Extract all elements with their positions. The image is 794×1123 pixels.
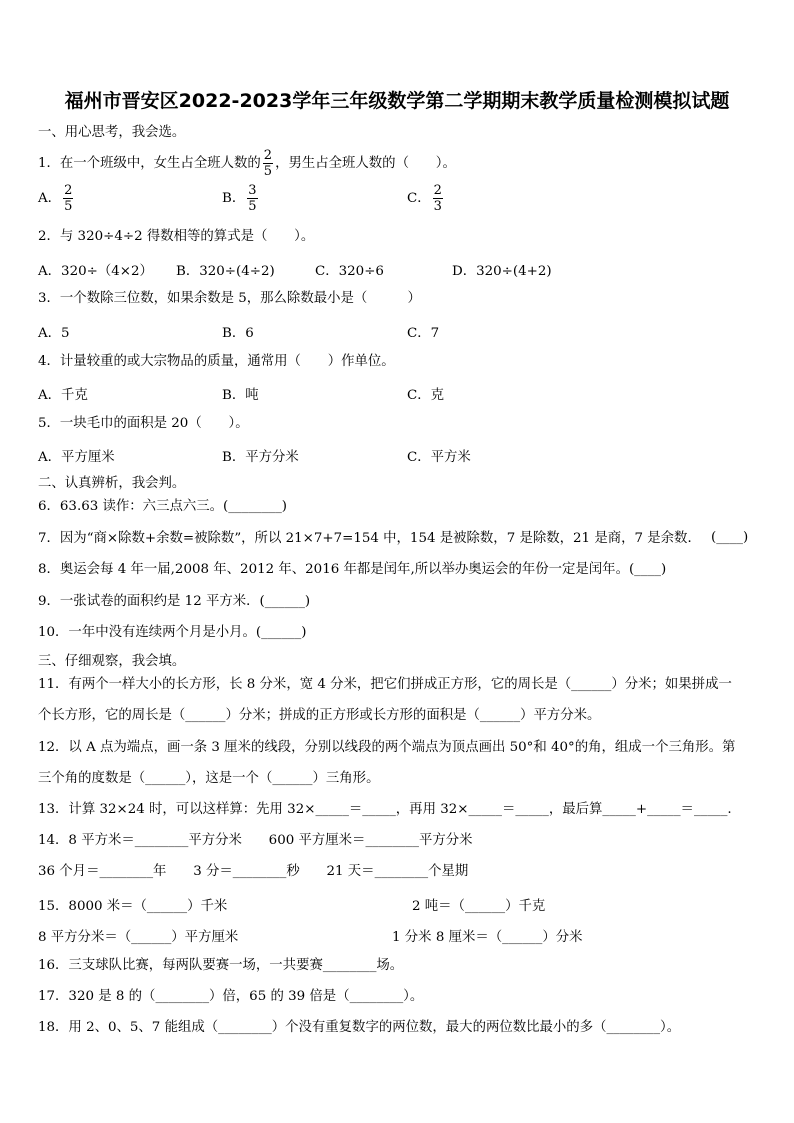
- question-1-option-c: [407, 183, 445, 214]
- option-fraction: [433, 183, 443, 214]
- page-title: 福州市晋安区2022-2023学年三年级数学第二学期期末教学质量检测模拟试题: [64, 90, 730, 112]
- question-17: 17．320 是 8 的（________）倍，65 的 39 倍是（________）。: [38, 989, 424, 1004]
- fraction-denominator: 3: [433, 199, 442, 214]
- question-11-line-1: 11．有两个一样大小的长方形，长 8 分米，宽 4 分米，把它们拼成正方形，它的周长是（______）分米；如果拼成一: [38, 677, 732, 692]
- question-2-option-c: C．320÷6: [315, 264, 384, 279]
- option-label: A．: [38, 191, 62, 206]
- question-1-option-b: [222, 183, 260, 214]
- question-11-line-2: 个长方形，它的周长是（______）分米；拼成的正方形或长方形的面积是（______）平方分米。: [38, 708, 601, 723]
- question-2-option-a: A．320÷（4×2）: [38, 264, 153, 279]
- question-12-line-2: 三个角的度数是（______），这是一个（______）三角形。: [38, 771, 380, 786]
- section-heading-judge: 二、认真辨析，我会判。: [38, 476, 186, 491]
- question-13: 13．计算 32×24 时，可以这样算：先用 32×_____＝_____，再用 32×_____＝_____，最后算_____+_____＝_____.: [38, 802, 732, 817]
- question-10: 10．一年中没有连续两个月是小月。(______): [38, 625, 307, 640]
- option-fraction: [247, 183, 257, 214]
- question-15-part-a: 15．8000 米＝（______）千米: [38, 899, 228, 914]
- question-15-part-d: 1 分米 8 厘米＝（______）分米: [392, 930, 583, 945]
- question-4: 4．计量较重的或大宗物品的质量，通常用（ ）作单位。: [38, 354, 395, 369]
- option-label: B．: [222, 191, 246, 206]
- fraction-denominator: 5: [263, 164, 273, 179]
- fraction-numerator: 2: [433, 183, 442, 198]
- question-5-option-c: C．平方米: [407, 450, 471, 465]
- question-4-option-a: A．千克: [38, 388, 88, 403]
- question-3: 3．一个数除三位数，如果余数是 5，那么除数最小是（ ）: [38, 291, 421, 306]
- question-5-option-a: A．平方厘米: [38, 450, 115, 465]
- question-1: [38, 148, 456, 179]
- question-15-part-c: 8 平方分米＝（______）平方厘米: [38, 930, 239, 945]
- question-3-option-b: B．6: [222, 326, 254, 341]
- question-1-fraction: [263, 148, 273, 179]
- option-label: C．: [407, 191, 431, 206]
- question-1-option-a: [38, 183, 75, 214]
- question-4-option-b: B．吨: [222, 388, 259, 403]
- fraction-numerator: 3: [248, 183, 257, 198]
- section-heading-fill: 三、仔细观察，我会填。: [38, 654, 186, 669]
- question-8: 8．奥运会每 4 年一届,2008 年、2012 年、2016 年都是闰年,所以举办奥运会的年份一定是闰年。(____): [38, 562, 667, 577]
- option-fraction: [63, 183, 73, 214]
- question-16: 16．三支球队比赛，每两队要赛一场，一共要赛________场。: [38, 958, 404, 973]
- fraction-denominator: 5: [64, 199, 73, 214]
- question-1-text-a: 1．在一个班级中，女生占全班人数的: [38, 156, 261, 171]
- question-14-line-1: 14．8 平方米＝________平方分米 600 平方厘米＝________平方分米: [38, 833, 473, 848]
- question-7-text: 7．因为“商×除数+余数=被除数”，所以 21×7+7=154 中，154 是被除数，7 是除数，21 是商，7 是余数．: [38, 531, 701, 546]
- question-3-option-a: A．5: [38, 326, 70, 341]
- section-heading-choice: 一、用心思考，我会选。: [38, 125, 186, 140]
- question-9: 9．一张试卷的面积约是 12 平方米．(______): [38, 594, 311, 609]
- question-12-line-1: 12．以 A 点为端点，画一条 3 厘米的线段，分别以线段的两个端点为顶点画出 50°和 40°的角，组成一个三角形。第: [38, 740, 736, 755]
- fraction-denominator: 5: [248, 199, 257, 214]
- question-6: 6．63.63 读作：六三点六三。(________): [38, 499, 288, 514]
- question-7: [38, 530, 701, 548]
- question-18: 18．用 2、0、5、7 能组成（________）个没有重复数字的两位数，最大的两位数比最小的多（________）。: [38, 1020, 681, 1035]
- question-2-option-d: D．320÷(4+2): [452, 264, 552, 279]
- fraction-numerator: 2: [64, 183, 73, 198]
- question-2-option-b: B．320÷(4÷2): [176, 264, 275, 279]
- fraction-numerator: 2: [263, 148, 273, 163]
- question-2: 2．与 320÷4÷2 得数相等的算式是（ ）。: [38, 229, 315, 244]
- question-3-option-c: C．7: [407, 326, 440, 341]
- question-14-line-2: 36 个月＝________年 3 分＝________秒 21 天＝________个星期: [38, 864, 469, 879]
- question-15-part-b: 2 吨＝（______）千克: [412, 899, 546, 914]
- question-1-text-b: ，男生占全班人数的（ ）。: [275, 156, 456, 171]
- question-5: 5．一块毛巾的面积是 20（ ）。: [38, 416, 249, 431]
- question-7-answer-blank: (____): [711, 530, 749, 545]
- question-4-option-c: C．克: [407, 388, 445, 403]
- question-5-option-b: B．平方分米: [222, 450, 299, 465]
